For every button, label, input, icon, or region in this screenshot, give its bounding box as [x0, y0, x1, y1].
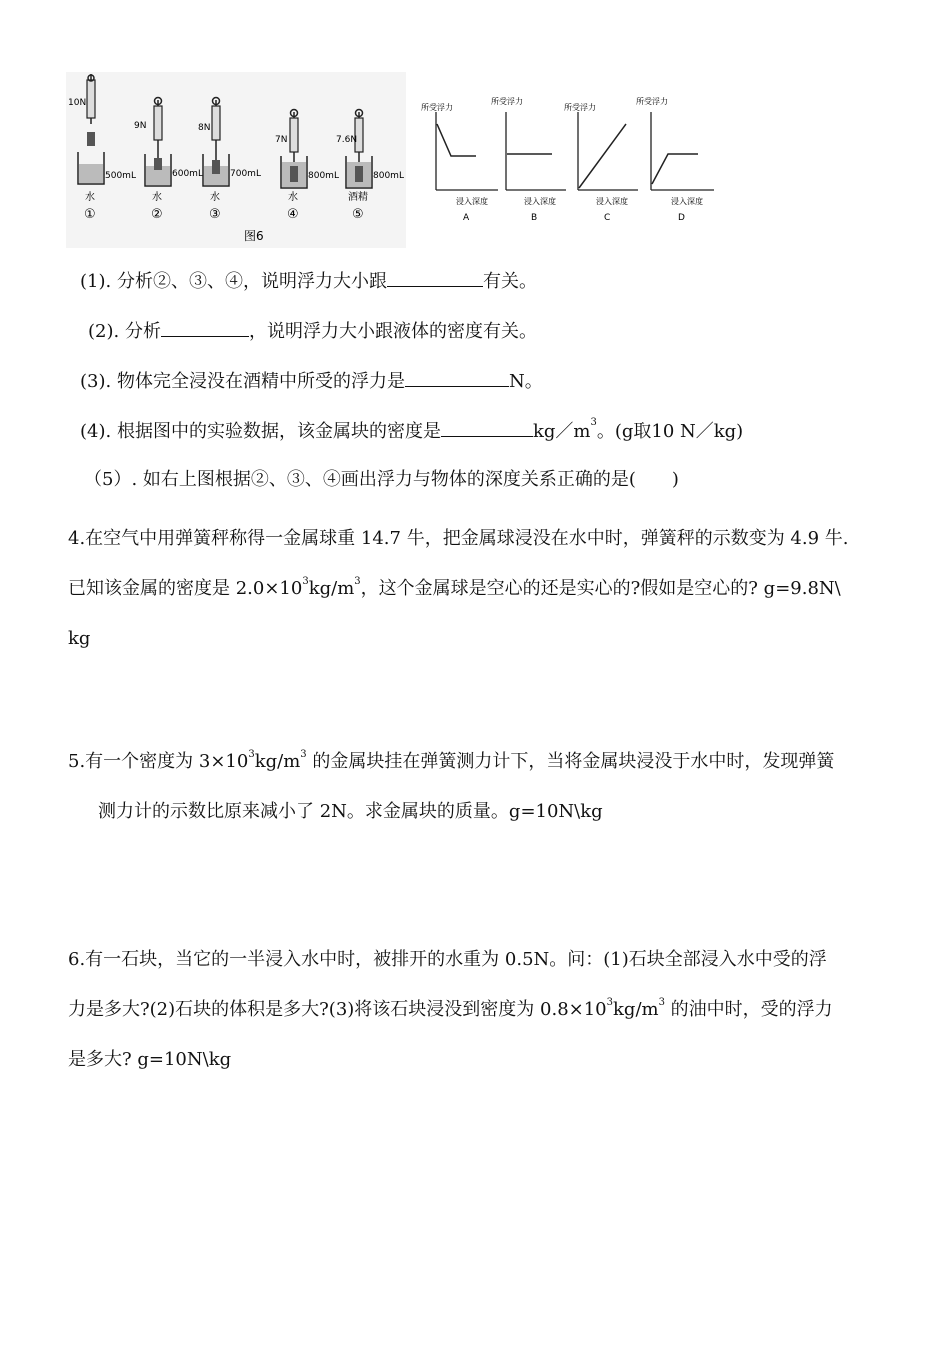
- graph-b-xlabel: 浸入深度: [524, 197, 556, 206]
- question-4-text: (4). 根据图中的实验数据，该金属块的密度是: [80, 421, 441, 442]
- question-3-suffix: N。: [508, 371, 543, 392]
- setup-number-3: ③: [209, 207, 221, 222]
- setup-number-5: ⑤: [352, 207, 364, 222]
- graph-a: [421, 102, 498, 223]
- graph-b-letter: B: [531, 213, 538, 223]
- volume-label-5: 800mL: [373, 171, 404, 181]
- liquid-label-4: 水: [288, 192, 298, 203]
- figure-caption: 图6: [244, 229, 264, 243]
- graph-d: [636, 96, 714, 223]
- scale-reading-2: 9N: [134, 121, 147, 131]
- scale-reading-4: 7N: [275, 135, 288, 145]
- problem-4-text-3: kg: [68, 628, 91, 649]
- volume-label-3: 700mL: [230, 169, 261, 179]
- problem-4-text-2b: kg/m: [308, 578, 355, 599]
- graph-c-letter: C: [604, 213, 611, 223]
- problem-5-text-1b: kg/m: [254, 751, 301, 772]
- exponent: 3: [658, 997, 665, 1008]
- problem-6-text-1: 6.有一石块，当它的一半浸入水中时，被排开的水重为 0.5N。问：(1)石块全部浸入水中受的浮: [68, 949, 827, 970]
- problem-4-text-2a: 已知该金属的密度是 2.0×10: [68, 578, 303, 599]
- problem-6-line-3: [68, 1048, 231, 1072]
- graph-d-letter: D: [678, 213, 685, 223]
- problem-5-text-2: 测力计的示数比原来减小了 2N。求金属块的质量。g=10N\kg: [98, 801, 603, 822]
- exponent: 3: [302, 576, 309, 587]
- graph-d-xlabel: 浸入深度: [671, 197, 703, 206]
- scale-reading-5: 7.6N: [336, 135, 358, 145]
- problem-4-line-1: [68, 527, 848, 551]
- experiment-figure: [66, 72, 730, 248]
- volume-label-1: 500mL: [105, 171, 136, 181]
- question-2-suffix: ，说明浮力大小跟液体的密度有关。: [248, 321, 537, 342]
- setup-number-1: ①: [84, 207, 96, 222]
- liquid-label-2: 水: [152, 192, 162, 203]
- problem-5-line-2: [98, 800, 603, 824]
- problem-4-text-2c: ，这个金属球是空心的还是实心的?假如是空心的? g=9.8N\: [360, 578, 841, 599]
- question-2-text: (2). 分析: [88, 321, 161, 342]
- exponent: 3: [606, 997, 614, 1008]
- problem-4-line-2: [68, 577, 841, 601]
- graph-a-letter: A: [463, 213, 470, 223]
- exponent: 3: [354, 576, 361, 587]
- volume-label-4: 800mL: [308, 171, 339, 181]
- graph-b: [491, 96, 566, 223]
- graph-b-ylabel: 所受浮力: [491, 97, 523, 106]
- question-4: [80, 418, 743, 444]
- graph-d-ylabel: 所受浮力: [636, 97, 668, 106]
- answer-blank-1[interactable]: [387, 268, 483, 287]
- question-3-text: (3). 物体完全浸没在酒精中所受的浮力是: [80, 371, 405, 392]
- liquid-label-5: 酒精: [348, 192, 368, 203]
- question-4-suffix: 。(g取10 N／kg): [596, 421, 744, 442]
- graph-c-ylabel: 所受浮力: [564, 103, 596, 112]
- graph-c: [564, 102, 638, 223]
- problem-5-text-1c: 的金属块挂在弹簧测力计下，当将金属块浸没于水中时，发现弹簧: [306, 751, 835, 772]
- setup-number-2: ②: [151, 207, 163, 222]
- scale-reading-1: 10N: [68, 98, 87, 108]
- problem-6-text-3: 是多大? g=10N\kg: [68, 1049, 232, 1070]
- exponent: 3: [300, 749, 307, 760]
- question-4-exponent: 3: [590, 417, 597, 428]
- question-5-text: （5）. 如右上图根据②、③、④画出浮力与物体的深度关系正确的是( ): [84, 469, 679, 490]
- setup-number-4: ④: [287, 207, 299, 222]
- graph-a-xlabel: 浸入深度: [456, 197, 488, 206]
- problem-5-line-1: [68, 750, 834, 774]
- graph-c-xlabel: 浸入深度: [596, 197, 628, 206]
- liquid-label-1: 水: [85, 192, 95, 203]
- answer-blank-4[interactable]: [441, 418, 533, 437]
- question-1: [80, 268, 537, 294]
- problem-6-line-1: [68, 948, 827, 972]
- question-5: [84, 468, 679, 492]
- question-3: [80, 368, 543, 394]
- problem-6-text-2a: 力是多大?(2)石块的体积是多大?(3)将该石块浸没到密度为 0.8×10: [68, 999, 607, 1020]
- answer-blank-3[interactable]: [405, 368, 509, 387]
- volume-label-2: 600mL: [172, 169, 203, 179]
- problem-6-text-2b: kg/m: [613, 999, 659, 1020]
- question-4-unit: kg／m: [532, 421, 591, 442]
- answer-blank-2[interactable]: [161, 318, 249, 337]
- problem-6-text-2c: 的油中时，受的浮力: [664, 999, 833, 1020]
- problem-4-text-1: 4.在空气中用弹簧秤称得一金属球重 14.7 牛，把金属球浸没在水中时，弹簧秤的示数变为 4.9 牛.: [68, 528, 849, 549]
- question-1-text: (1). 分析②、③、④，说明浮力大小跟: [80, 271, 387, 292]
- exponent: 3: [248, 749, 255, 760]
- graph-a-ylabel: 所受浮力: [421, 103, 453, 112]
- problem-4-line-3: [68, 627, 90, 651]
- liquid-label-3: 水: [210, 192, 220, 203]
- scale-reading-3: 8N: [198, 123, 211, 133]
- problem-5-text-1a: 5.有一个密度为 3×10: [68, 751, 249, 772]
- question-1-suffix: 有关。: [482, 271, 537, 292]
- problem-6-line-2: [68, 998, 833, 1022]
- question-2: [88, 318, 537, 344]
